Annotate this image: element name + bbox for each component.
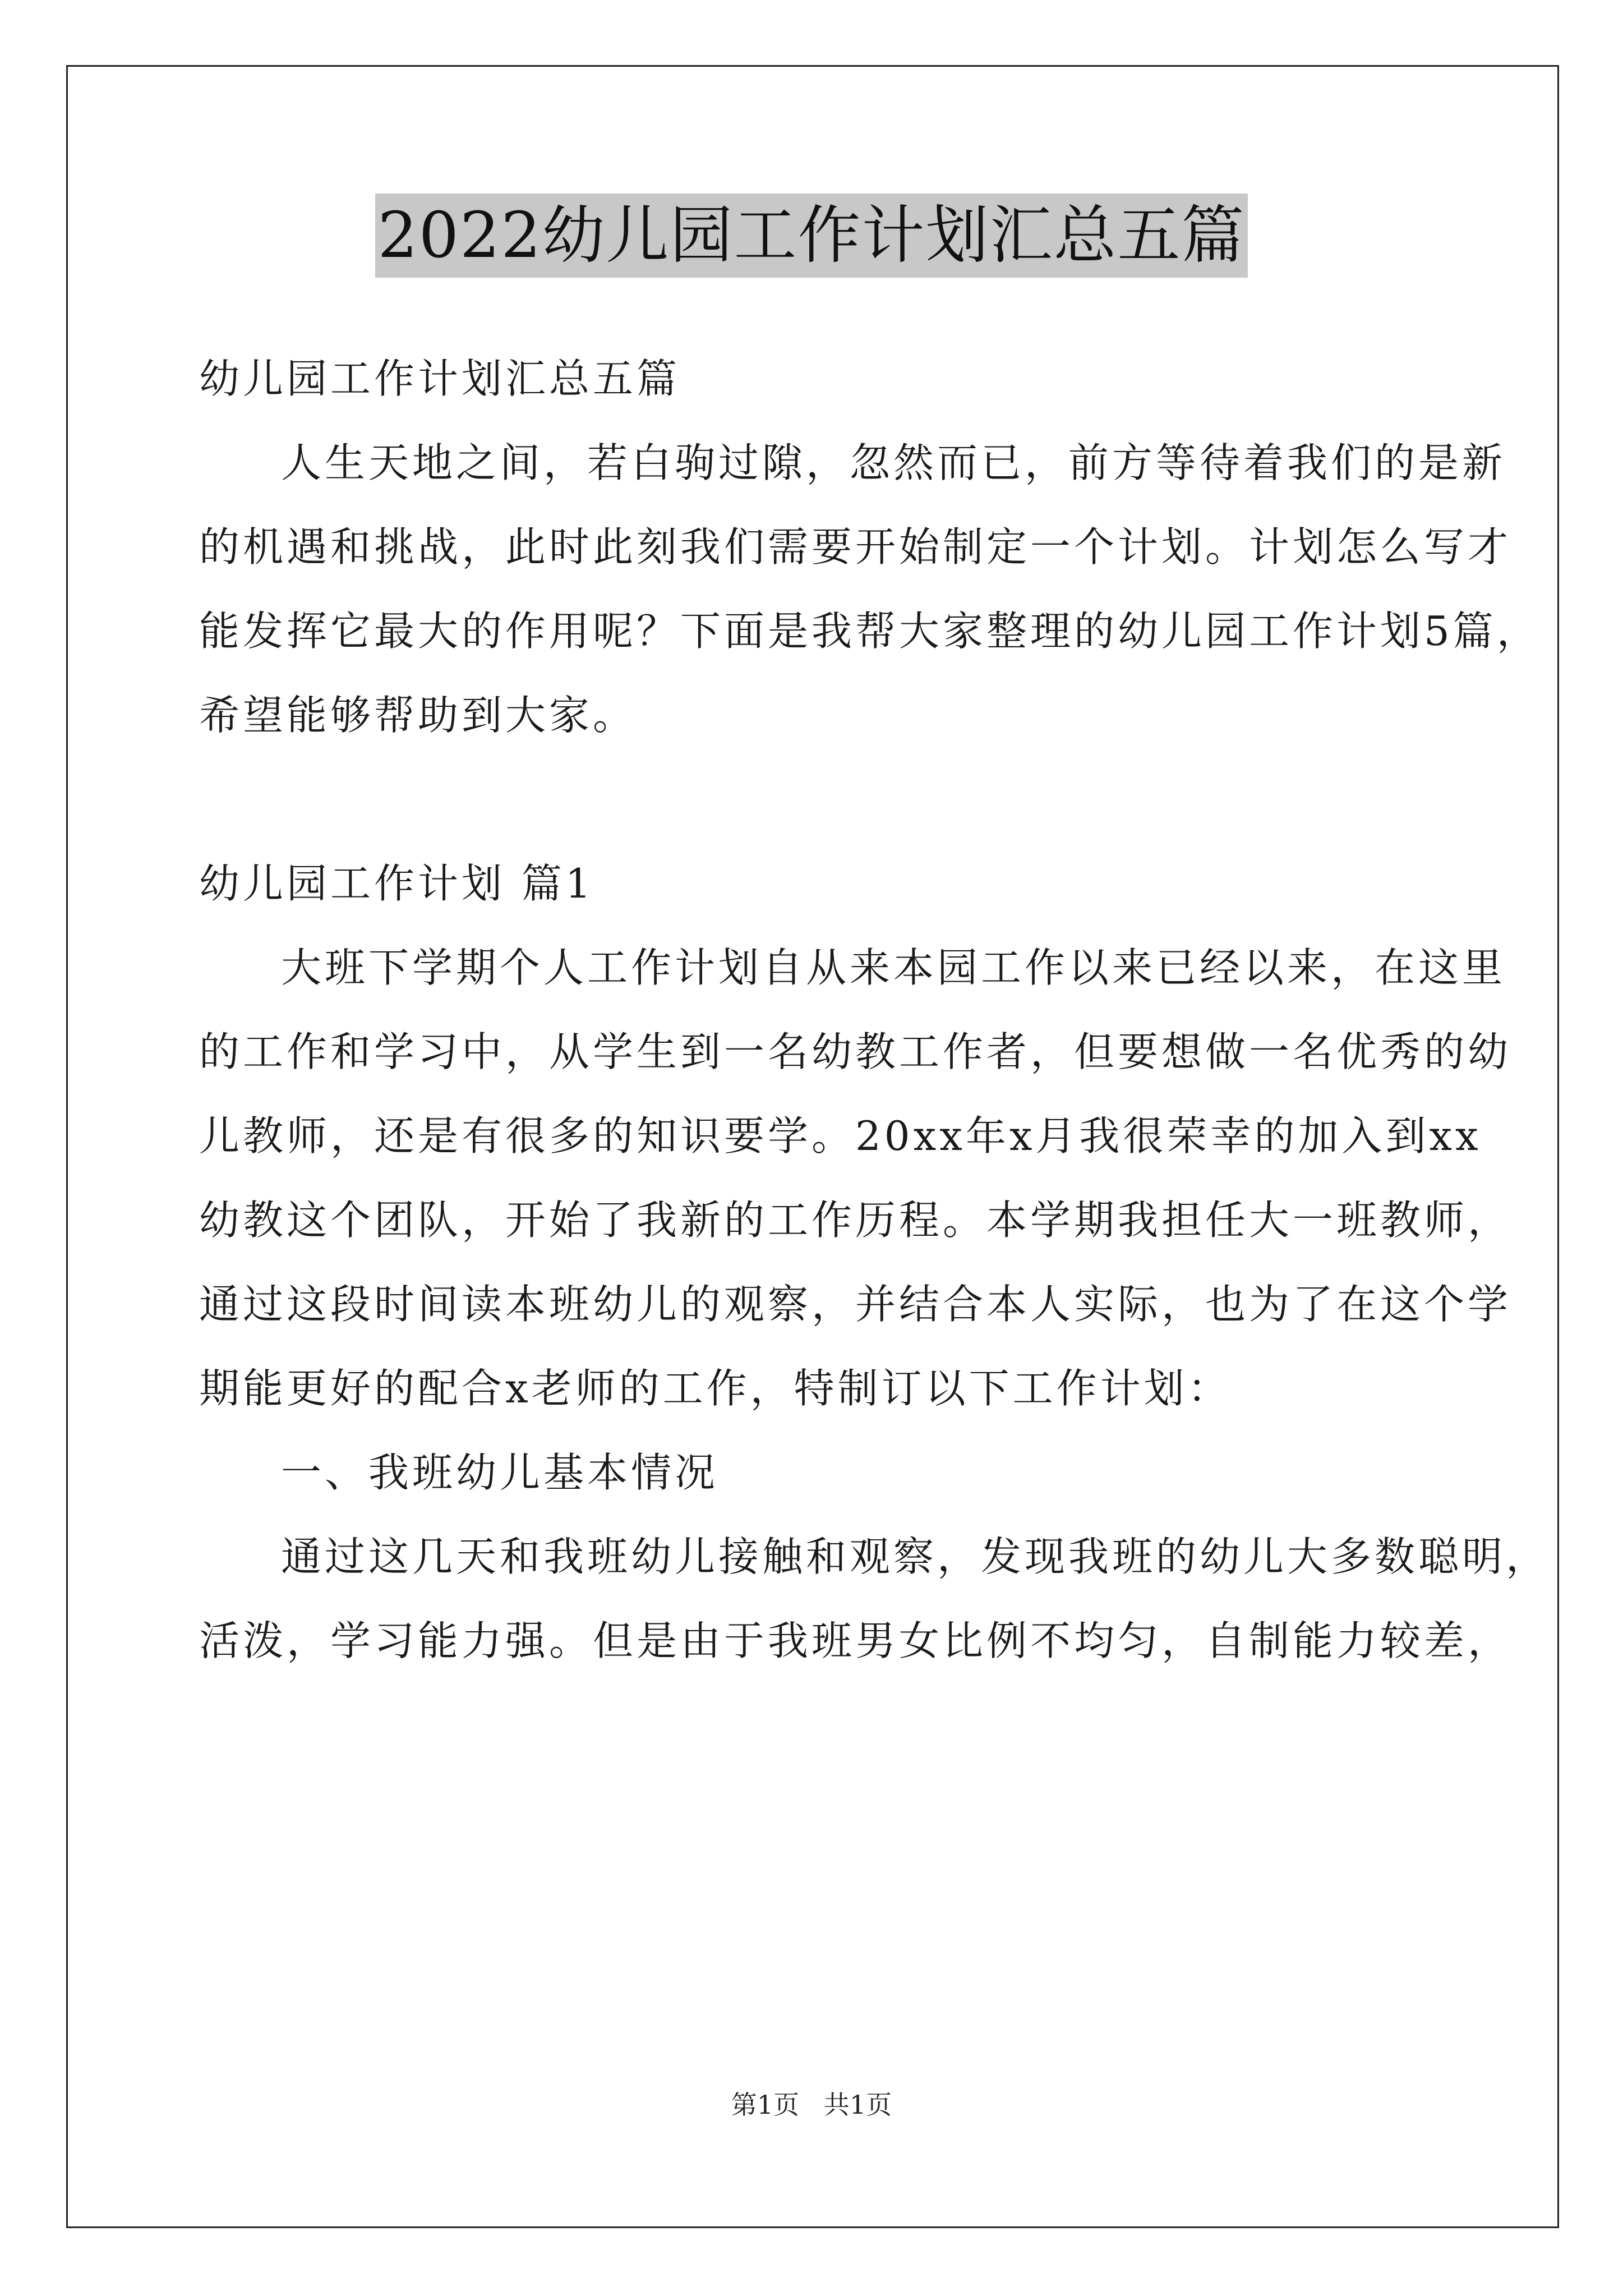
- paragraph-line: 活泼，学习能力强。但是由于我班男女比例不均匀，自制能力较差，: [199, 1617, 1512, 1664]
- document-title: 2022幼儿园工作计划汇总五篇: [375, 194, 1247, 278]
- section-heading: 幼儿园工作计划 篇1: [199, 860, 594, 907]
- paragraph-line: 期能更好的配合x老师的工作，特制订以下工作计划：: [199, 1365, 1232, 1412]
- paragraph-line: 人生天地之间，若白驹过隙，忽然而已，前方等待着我们的是新: [281, 439, 1506, 486]
- subsection-heading: 一、我班幼儿基本情况: [281, 1449, 719, 1496]
- paragraph-line: 幼教这个团队，开始了我新的工作历程。本学期我担任大一班教师，: [199, 1197, 1512, 1244]
- subtitle-line: 幼儿园工作计划汇总五篇: [199, 355, 681, 402]
- paragraph-line: 大班下学期个人工作计划自从来本园工作以来已经以来，在这里: [281, 944, 1506, 991]
- paragraph-line: 的工作和学习中，从学生到一名幼教工作者，但要想做一名优秀的幼: [199, 1028, 1512, 1075]
- paragraph-line: 通过这段时间读本班幼儿的观察，并结合本人实际，也为了在这个学: [199, 1281, 1512, 1328]
- paragraph-line: 儿教师，还是有很多的知识要学。20xx年x月我很荣幸的加入到xx: [199, 1112, 1482, 1159]
- paragraph-line: 希望能够帮助到大家。: [199, 692, 637, 739]
- page-footer: 第1页 共1页: [731, 2090, 892, 2120]
- title-container: [0, 194, 1623, 278]
- blank-line: [199, 757, 1455, 841]
- document-body: [199, 337, 1550, 1683]
- paragraph-line: 的机遇和挑战，此时此刻我们需要开始制定一个计划。计划怎么写才: [199, 523, 1512, 570]
- paragraph-line: 能发挥它最大的作用呢？下面是我帮大家整理的幼儿园工作计划5篇，: [199, 608, 1541, 655]
- paragraph-line: 通过这几天和我班幼儿接触和观察，发现我班的幼儿大多数聪明，: [281, 1533, 1550, 1580]
